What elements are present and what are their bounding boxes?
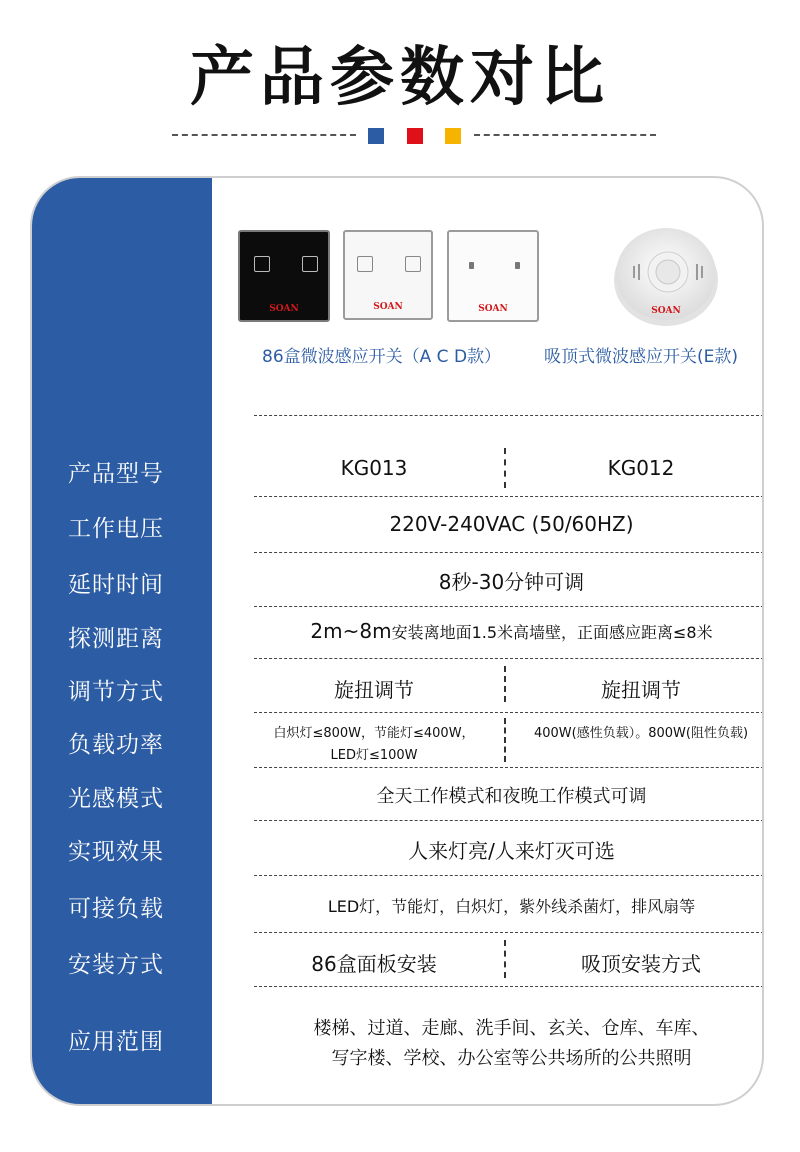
value-install-right: 吸顶安装方式 — [581, 952, 701, 976]
value-effect: 人来灯亮/人来灯灭可选 — [408, 839, 615, 863]
value-model-right: KG012 — [607, 456, 675, 480]
value-adjust-left: 旋扭调节 — [334, 678, 414, 702]
row-divider — [254, 820, 764, 821]
row-divider — [254, 552, 764, 553]
label-adjust: 调节方式 — [68, 679, 164, 705]
title-decoration — [0, 128, 800, 144]
row-divider — [254, 875, 764, 876]
caption-86-box: 86盒微波感应开关（A C D款） — [262, 347, 502, 367]
brand-logo: SOAN — [373, 302, 403, 312]
row-divider — [254, 986, 764, 987]
product-image-c — [343, 230, 433, 320]
row-divider — [254, 712, 764, 713]
brand-logo: SOAN — [651, 306, 681, 316]
label-distance: 探测距离 — [68, 626, 164, 652]
label-light-mode: 光感模式 — [68, 786, 164, 812]
product-image-a — [238, 230, 330, 322]
label-load-power: 负载功率 — [68, 732, 164, 758]
row-divider — [254, 767, 764, 768]
knob-icon — [302, 256, 318, 272]
value-loads: LED灯，节能灯，白炽灯，紫外线杀菌灯，排风扇等 — [327, 897, 696, 916]
label-delay: 延时时间 — [68, 572, 164, 598]
label-loads: 可接负载 — [68, 896, 164, 922]
product-image-e — [612, 222, 720, 328]
label-sidebar — [32, 178, 212, 1104]
sensor-icon — [469, 262, 474, 269]
brand-logo: SOAN — [478, 304, 508, 314]
value-distance — [244, 619, 764, 643]
deco-dash-right — [474, 134, 656, 136]
distance-note: 安装离地面1.5米高墙壁，正面感应距离≤8米 — [391, 623, 713, 642]
label-voltage: 工作电压 — [68, 516, 164, 542]
deco-square-red — [407, 128, 423, 144]
value-install-left: 86盒面板安装 — [311, 952, 437, 976]
label-application: 应用范围 — [68, 1029, 164, 1055]
label-install: 安装方式 — [68, 952, 164, 978]
value-voltage: 220V-240VAC (50/60HZ) — [389, 512, 634, 536]
sensor-icon — [357, 256, 373, 272]
knob-icon — [515, 262, 520, 269]
caption-ceiling: 吸顶式微波感应开关(E款) — [544, 347, 739, 367]
label-model: 产品型号 — [68, 461, 164, 487]
label-effect: 实现效果 — [68, 839, 164, 865]
value-application-line2: 写字楼、学校、办公室等公共场所的公共照明 — [331, 1048, 692, 1069]
row-divider — [254, 606, 764, 607]
knob-icon — [405, 256, 421, 272]
value-application-line1: 楼梯、过道、走廊、洗手间、玄关、仓库、车库、 — [313, 1018, 710, 1039]
comparison-card — [30, 176, 764, 1106]
page-title: 产品参数对比 — [190, 41, 610, 115]
brand-logo: SOAN — [269, 304, 299, 314]
product-image-d — [447, 230, 539, 322]
value-light-mode: 全天工作模式和夜晚工作模式可调 — [376, 786, 647, 807]
row-divider — [254, 496, 764, 497]
value-load-power-left-1: 白炽灯≤800W，节能灯≤400W， — [273, 726, 475, 741]
sensor-icon — [254, 256, 270, 272]
value-adjust-right: 旋扭调节 — [601, 678, 681, 702]
row-divider — [254, 932, 764, 933]
deco-dash-left — [172, 134, 356, 136]
deco-square-blue — [368, 128, 384, 144]
value-delay: 8秒-30分钟可调 — [438, 570, 585, 594]
distance-range: 2m~8m — [310, 619, 392, 643]
value-load-power-left-2: LED灯≤100W — [330, 748, 418, 763]
row-divider — [254, 415, 764, 416]
row-divider — [254, 658, 764, 659]
value-load-power-right: 400W(感性负载）。800W(阻性负载) — [533, 726, 749, 741]
value-model-left: KG013 — [340, 456, 408, 480]
deco-square-yellow — [445, 128, 461, 144]
